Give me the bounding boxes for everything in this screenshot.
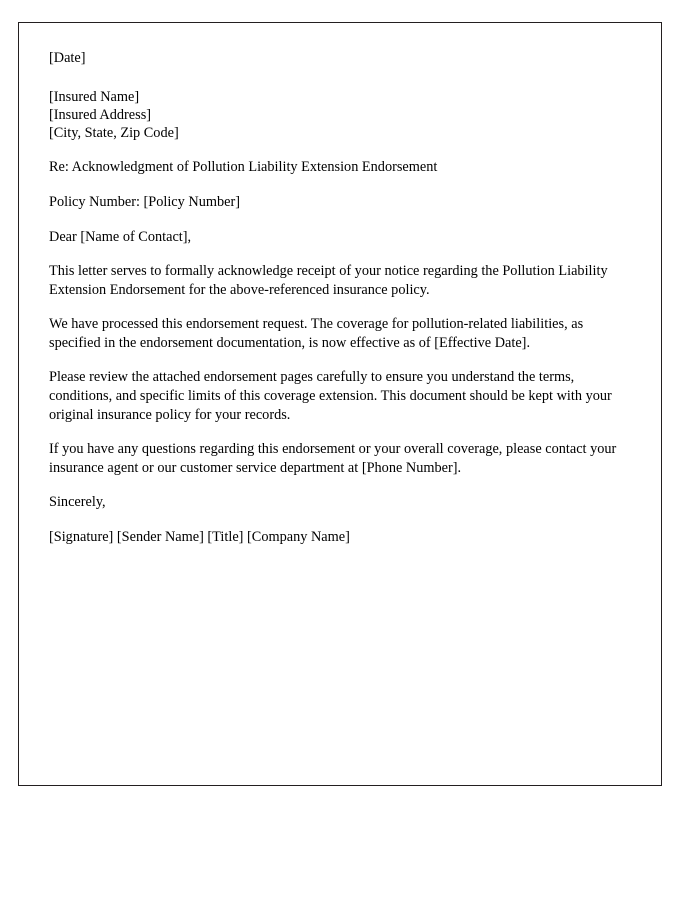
body-paragraph-1: This letter serves to formally acknowledge receipt of your notice regarding the Pollution Liability Extension Endorsement for the above-referenced insurance policy. bbox=[49, 263, 608, 299]
letter-body bbox=[19, 23, 661, 546]
body-paragraph-4: If you have any questions regarding this endorsement or your overall coverage, please contact your insurance agent or our customer service department at [Phone Number]. bbox=[49, 441, 617, 477]
salutation: Dear [Name of Contact], bbox=[49, 228, 192, 245]
closing-line: Sincerely, bbox=[49, 494, 106, 511]
signature-block bbox=[49, 528, 627, 547]
company-name: [Company Name] bbox=[247, 528, 350, 545]
recipient-address: [Insured Address] bbox=[49, 106, 152, 123]
body-paragraph-2: We have processed this endorsement request. The coverage for pollution-related liabilities, as specified in the endorsement documentation, is now effective as of [Effective Date]. bbox=[49, 316, 584, 352]
recipient-address-block bbox=[49, 88, 627, 143]
sender-title: [Title] bbox=[207, 528, 244, 545]
policy-number-line: Policy Number: [Policy Number] bbox=[49, 194, 240, 211]
subject-line: Re: Acknowledgment of Pollution Liability Extension Endorsement bbox=[49, 159, 438, 176]
signature-placeholder: [Signature] bbox=[49, 528, 114, 545]
recipient-name: [Insured Name] bbox=[49, 88, 140, 105]
letter-sheet bbox=[18, 22, 662, 786]
body-paragraph-3: Please review the attached endorsement pages carefully to ensure you understand the terms, conditions, and specific limits of this coverage extension. This document should be kept with your original insurance policy for your records. bbox=[49, 369, 612, 424]
date-line: [Date] bbox=[49, 50, 86, 66]
recipient-city-state-zip: [City, State, Zip Code] bbox=[49, 125, 179, 142]
sender-name: [Sender Name] bbox=[116, 528, 204, 545]
